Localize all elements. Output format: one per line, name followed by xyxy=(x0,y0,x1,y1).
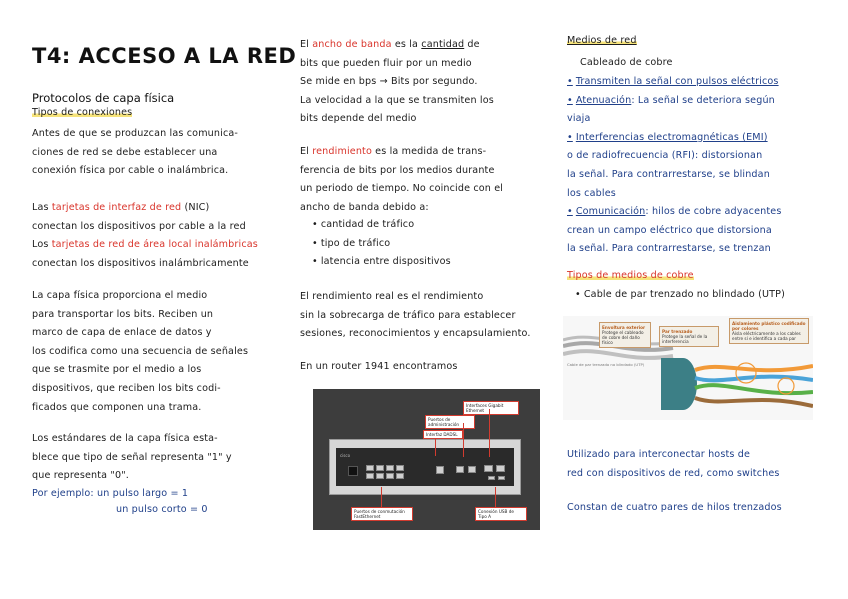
text-line: bits que pueden fluir por un medio xyxy=(300,57,472,69)
note-text: Protege el cableado de cobre del daño físico xyxy=(602,330,644,345)
text-line: o de radiofrecuencia (RFI): distorsionan xyxy=(567,150,763,162)
callout-line xyxy=(495,487,496,507)
factors-list xyxy=(312,216,542,272)
text-line: sin la sobrecarga de tráfico para establecer xyxy=(300,309,516,321)
text-line: La capa física proporciona el medio xyxy=(32,290,208,301)
intro-paragraph xyxy=(32,125,282,181)
text-line: sesiones, reconocimientos y encapsulamiento. xyxy=(300,328,531,340)
throughput-paragraph xyxy=(300,143,550,217)
note-title: Aislamiento plástico codificado por colores xyxy=(732,321,806,331)
example-line-1: Por ejemplo: un pulso largo = 1 xyxy=(32,488,189,499)
utp-bullet xyxy=(575,286,785,305)
example-line-2: un pulso corto = 0 xyxy=(116,504,208,515)
switch-port xyxy=(386,465,394,471)
text-line: red con dispositivos de red, como switches xyxy=(567,467,780,479)
text-line: ferencia de bits por los medios durante xyxy=(300,164,495,176)
text-line: Se mide en bps → Bits por segundo. xyxy=(300,76,478,88)
router-intro: En un router 1941 encontramos xyxy=(300,361,458,372)
switch-port xyxy=(396,465,404,471)
text-line: los codifica como una secuencia de señales xyxy=(32,345,249,357)
copper-types-heading xyxy=(567,267,694,286)
text-line: un periodo de tiempo. No coincide con el xyxy=(300,183,504,195)
crosstalk-line xyxy=(567,203,825,222)
connection-types-heading xyxy=(32,104,132,123)
label-usb: Conexión USB de Tipo A xyxy=(475,507,527,521)
text-line: Utilizado para interconectar hosts de xyxy=(567,449,751,460)
text: El xyxy=(300,39,313,50)
text-line: La velocidad a la que se transmiten los xyxy=(300,94,494,106)
wlan-term: tarjetas de red de área local inalámbricas xyxy=(51,239,258,251)
callout-line xyxy=(489,409,490,457)
callout-line xyxy=(381,487,382,507)
label-admin: Puertos de administración xyxy=(425,415,475,429)
list-item: • Transmiten la señal con pulsos eléctricos xyxy=(567,73,825,92)
cable-caption: Cable de par trenzado no blindado (UTP) xyxy=(567,362,645,367)
list-item: • latencia entre dispositivos xyxy=(312,253,542,272)
note-twisted-pair xyxy=(659,326,719,347)
text-line: blece que tipo de señal representa "1" y xyxy=(32,451,232,463)
text-line: la señal. Para contrarrestarse, se blindan xyxy=(567,168,770,180)
switch-port xyxy=(376,465,384,471)
text: es la xyxy=(391,39,422,50)
protocols-heading: Protocolos de capa física xyxy=(32,91,175,105)
text-line: la señal. Para contrarrestarse, se trenzan xyxy=(567,243,771,255)
admin-port xyxy=(456,466,464,473)
bandwidth-line xyxy=(300,36,550,55)
router-chassis xyxy=(329,439,521,495)
text: es la medida de trans- xyxy=(371,146,487,157)
utp-text: • Cable de par trenzado no blindado (UTP) xyxy=(575,289,785,300)
label-gigabit: Interfaces Gigabit Ethernet xyxy=(463,401,519,415)
callout-line xyxy=(435,438,436,456)
text-line: El rendimiento real es el rendimiento xyxy=(300,291,484,302)
attenuation-line xyxy=(567,92,825,111)
note-outer-jacket xyxy=(599,322,651,348)
switch-port xyxy=(366,465,374,471)
text-line: ancho de banda debido a: xyxy=(300,201,429,213)
text-line: los cables xyxy=(567,187,616,199)
text-line: marco de capa de enlace de datos y xyxy=(32,327,212,339)
nic-paragraph xyxy=(32,199,292,273)
throughput-term: rendimiento xyxy=(312,146,372,157)
list-item: • cantidad de tráfico xyxy=(312,216,542,235)
text-line: conexión física por cable o inalámbrica. xyxy=(32,165,229,177)
gigabit-port xyxy=(484,465,493,472)
switch-port xyxy=(376,473,384,479)
text: Las xyxy=(32,202,52,213)
note-title: Envoltura exterior xyxy=(602,325,646,330)
bandwidth-term: ancho de banda xyxy=(312,39,392,50)
admin-port xyxy=(468,466,476,473)
page-title: T4: ACCESO A LA RED xyxy=(32,44,297,68)
text-line: para transportar los bits. Reciben un xyxy=(32,308,214,320)
text-line: bits depende del medio xyxy=(300,113,417,125)
copper-types-label: Tipos de medios de cobre xyxy=(567,270,694,281)
attenuation-term: • Atenuación xyxy=(567,95,631,106)
media-heading-label: Medios de red xyxy=(567,35,637,46)
gigabit-port xyxy=(496,465,505,472)
dsl-port xyxy=(436,466,444,474)
text-line: que representa "0". xyxy=(32,470,129,482)
text: Los xyxy=(32,239,52,251)
note-title: Par trenzado xyxy=(662,329,693,334)
bandwidth-paragraph xyxy=(300,36,550,129)
callout-line xyxy=(463,423,464,457)
router-panel xyxy=(336,448,514,486)
text: (NIC) xyxy=(181,202,210,213)
text-line: conectan los dispositivos inalámbricamente xyxy=(32,257,249,269)
usb-port xyxy=(498,476,505,480)
copper-cabling-label: Cableado de cobre xyxy=(580,57,673,68)
real-throughput-paragraph xyxy=(300,288,555,344)
text-line: Antes de que se produzcan las comunica- xyxy=(32,128,239,139)
switch-port xyxy=(386,473,394,479)
connection-types-label: Tipos de conexiones xyxy=(32,107,133,118)
nic-term: tarjetas de interfaz de red xyxy=(51,202,182,213)
cable-jacket xyxy=(661,358,683,410)
text-line: crean un campo eléctrico que distorsiona xyxy=(567,224,772,236)
label-dsl: Interfaz DADSL xyxy=(423,430,463,439)
media-heading xyxy=(567,32,637,51)
text: El xyxy=(300,146,313,157)
text: : La señal se deteriora según xyxy=(631,94,775,106)
text-line: dispositivos, que reciben los bits codi- xyxy=(32,382,221,394)
text-line: conectan los dispositivos por cable a la red xyxy=(32,220,246,232)
note-text: Protege la señal de la interferencia xyxy=(662,334,708,344)
quantity-term: cantidad xyxy=(421,39,465,50)
standards-paragraph xyxy=(32,430,294,486)
power-socket xyxy=(348,466,358,476)
physical-layer-paragraph xyxy=(32,287,294,417)
copper-properties-list xyxy=(567,73,825,259)
text-line: ficados que componen una trama. xyxy=(32,401,202,413)
text-line: que se trasmite por el medio a los xyxy=(32,364,202,376)
pairs-line: Constan de cuatro pares de hilos trenzados xyxy=(567,502,782,513)
list-item: • tipo de tráfico xyxy=(312,235,542,254)
wlan-line xyxy=(32,236,292,255)
text: de xyxy=(464,39,480,50)
utp-cable-image xyxy=(563,316,813,420)
throughput-line xyxy=(300,143,550,162)
brand-logo: cisco xyxy=(340,453,351,458)
text-line: Los estándares de la capa física esta- xyxy=(32,433,218,444)
text: : hilos de cobre adyacentes xyxy=(645,206,782,218)
text-line: viaja xyxy=(567,113,591,125)
router-image xyxy=(313,389,540,530)
switch-port xyxy=(366,473,374,479)
usb-port xyxy=(488,476,495,480)
label-switch-ports: Puertos de conmutación FastEthernet xyxy=(351,507,413,521)
note-text: Aísla eléctricamente a los cables entre sí e identifica a cada par xyxy=(732,331,801,341)
emi-term: • Interferencias electromagnéticas (EMI) xyxy=(567,129,825,148)
nic-line xyxy=(32,199,292,218)
usage-paragraph xyxy=(567,446,827,483)
switch-port xyxy=(396,473,404,479)
crosstalk-term: • Comunicación xyxy=(567,206,645,217)
note-insulation xyxy=(729,318,809,344)
text-line: ciones de red se debe establecer una xyxy=(32,146,218,158)
